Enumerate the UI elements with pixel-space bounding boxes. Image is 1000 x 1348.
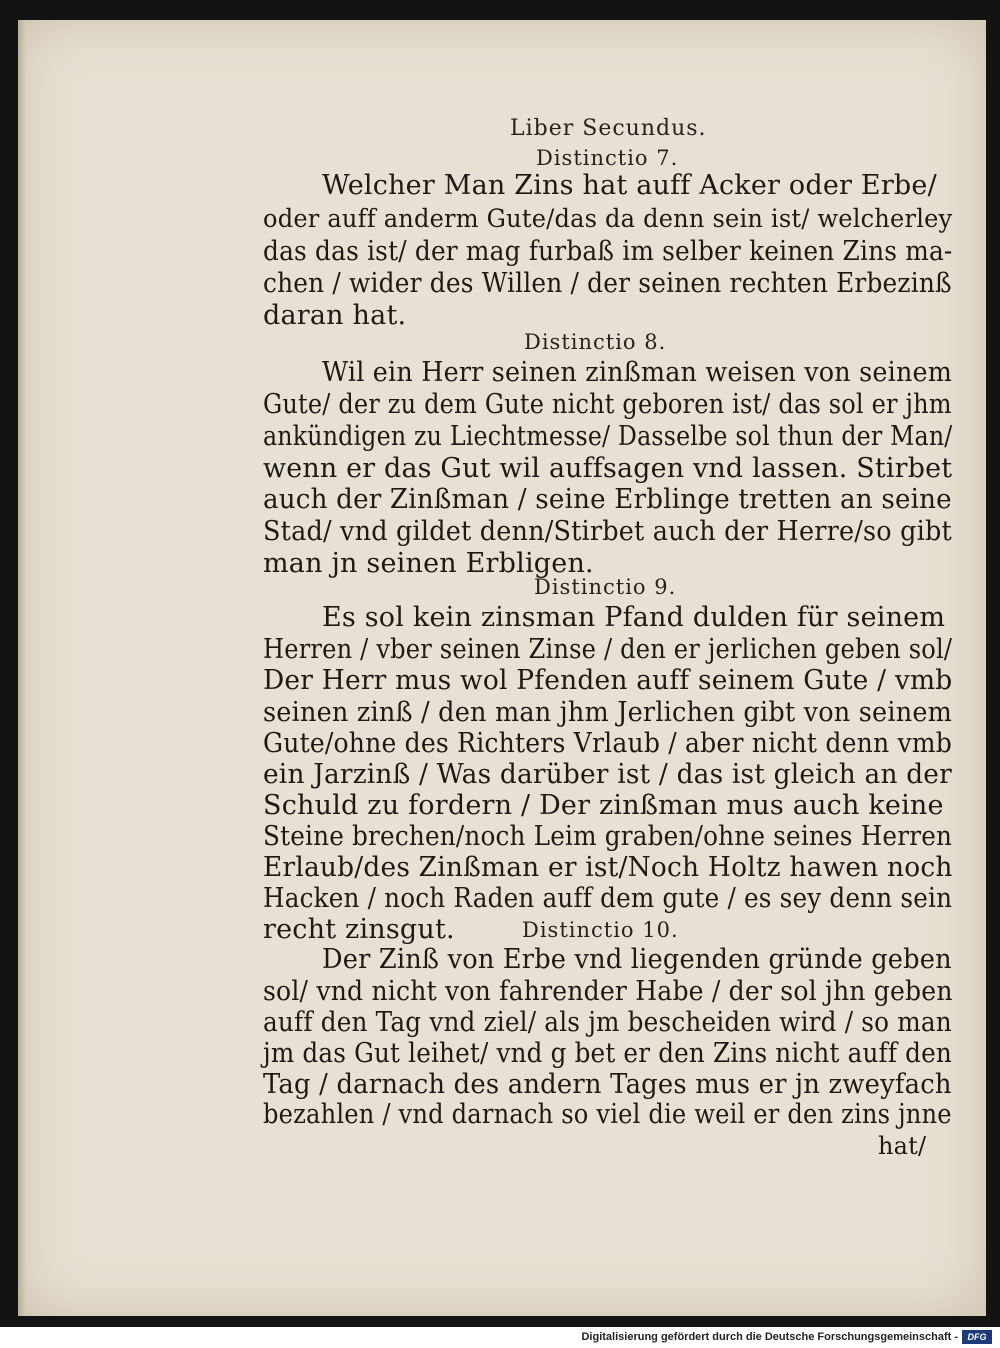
funding-notice: Digitalisierung gefördert durch die Deutsche Forschungsgemeinschaft - [581,1331,958,1343]
dfg-logo-icon: DFG [962,1330,992,1344]
text-line: Der Zinß von Erbe vnd liegenden gründe geben [322,944,952,975]
text-line: oder auff anderm Gute/das da denn sein ist/ welcherley [263,204,953,233]
text-line: Es sol kein zinsman Pfand dulden für seinem [322,602,946,633]
text-line: seinen zinß / den man jhm Jerlichen gibt von seinem [263,697,953,728]
section-heading-9: Distinctio 9. [534,575,677,599]
text-line: recht zinsgut. [263,914,455,945]
text-line: daran hat. [263,300,407,331]
text-line: Stad/ vnd gildet denn/Stirbet auch der Herre/so gibt [263,516,952,547]
running-head: Liber Secundus. [510,116,707,141]
text-line: Erlaub/des Zinßman er ist/Noch Holtz hawen noch [263,852,953,883]
text-line: wenn er das Gut wil auffsagen vnd lassen. Stirbet [263,453,953,484]
text-line: Hacken / noch Raden auff dem gute / es sey denn sein [263,883,953,914]
text-line: Wil ein Herr seinen zinßman weisen von seinem [322,357,953,388]
text-line: Herren / vber seinen Zinse / den er jerlichen geben sol/ [263,634,953,665]
text-line: ein Jarzinß / Was darüber ist / das ist gleich an der [263,759,952,790]
text-line: Welcher Man Zins hat auff Acker oder Erbe/ [322,170,937,201]
text-line: Tag / darnach des andern Tages mus er jn zweyfach [263,1069,952,1100]
section-heading-10: Distinctio 10. [522,918,679,942]
text-line: Der Herr mus wol Pfenden auff seinem Gute / vmb [263,665,953,696]
text-line: sol/ vnd nicht von fahrender Habe / der sol jhn geben [263,976,953,1007]
catchword: hat/ [878,1132,927,1160]
text-line: Steine brechen/noch Leim graben/ohne seines Herren [263,821,953,852]
text-line: man jn seinen Erbligen. [263,548,594,579]
text-line: ankündigen zu Liechtmesse/ Dasselbe sol thun der Man/ [263,421,953,452]
text-line: Gute/ der zu dem Gute nicht geboren ist/ das sol er jhm [263,389,952,420]
section-heading-8: Distinctio 8. [524,330,667,354]
section-heading-7: Distinctio 7. [536,146,679,170]
text-line: bezahlen / vnd darnach so viel die weil er den zins jnne [263,1099,952,1130]
text-line: chen / wider des Willen / der seinen rechten Erbezinß [263,268,952,299]
text-line: auch der Zinßman / seine Erblinge tretten an seine [263,484,952,515]
text-line: Schuld zu fordern / Der zinßman mus auch keine [263,790,944,821]
text-line: Gute/ohne des Richters Vrlaub / aber nicht denn vmb [263,728,953,759]
text-line: auff den Tag vnd ziel/ als jm bescheiden wird / so man [263,1007,952,1038]
page-gutter-shadow [18,20,26,1316]
text-line: jm das Gut leihet/ vnd g bet er den Zins nicht auff den [263,1038,952,1069]
text-line: das das ist/ der mag furbaß im selber keinen Zins ma- [263,236,953,267]
